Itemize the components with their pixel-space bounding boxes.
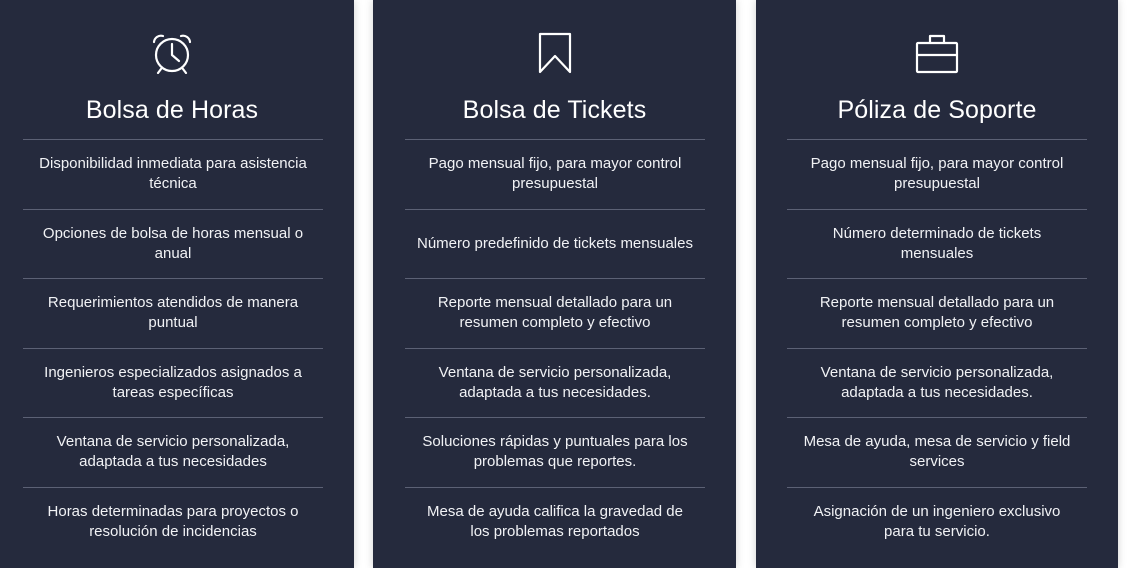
list-item: Pago mensual fijo, para mayor control presupuestal xyxy=(787,139,1087,209)
list-item: Opciones de bolsa de horas mensual o anual xyxy=(23,209,323,279)
card-title: Bolsa de Horas xyxy=(85,96,259,124)
feature-list xyxy=(405,139,705,556)
list-item: Mesa de ayuda califica la gravedad de los problemas reportados xyxy=(405,487,705,557)
list-item: Reporte mensual detallado para un resumen completo y efectivo xyxy=(787,278,1087,348)
alarm-clock-icon xyxy=(0,32,354,74)
list-item: Ventana de servicio personalizada, adaptada a tus necesidades xyxy=(23,417,323,487)
card-title: Bolsa de Tickets xyxy=(462,96,647,124)
list-item: Requerimientos atendidos de manera puntual xyxy=(23,278,323,348)
list-item: Soluciones rápidas y puntuales para los problemas que reportes. xyxy=(405,417,705,487)
list-item: Ventana de servicio personalizada, adaptada a tus necesidades. xyxy=(787,348,1087,418)
list-item: Disponibilidad inmediata para asistencia técnica xyxy=(23,139,323,209)
bookmark-icon xyxy=(373,32,736,74)
feature-list xyxy=(787,139,1087,556)
list-item: Número determinado de tickets mensuales xyxy=(787,209,1087,279)
list-item: Mesa de ayuda, mesa de servicio y field services xyxy=(787,417,1087,487)
list-item: Horas determinadas para proyectos o resolución de incidencias xyxy=(23,487,323,557)
card-bolsa-de-horas xyxy=(0,0,354,568)
list-item: Asignación de un ingeniero exclusivo para tu servicio. xyxy=(787,487,1087,557)
list-item: Ingenieros especializados asignados a tareas específicas xyxy=(23,348,323,418)
list-item: Número predefinido de tickets mensuales xyxy=(405,209,705,279)
card-title: Póliza de Soporte xyxy=(837,96,1037,124)
card-bolsa-de-tickets xyxy=(373,0,736,568)
list-item: Ventana de servicio personalizada, adaptada a tus necesidades. xyxy=(405,348,705,418)
briefcase-icon xyxy=(756,32,1118,74)
list-item: Pago mensual fijo, para mayor control presupuestal xyxy=(405,139,705,209)
list-item: Reporte mensual detallado para un resumen completo y efectivo xyxy=(405,278,705,348)
card-poliza-de-soporte xyxy=(756,0,1118,568)
feature-list xyxy=(23,139,323,556)
